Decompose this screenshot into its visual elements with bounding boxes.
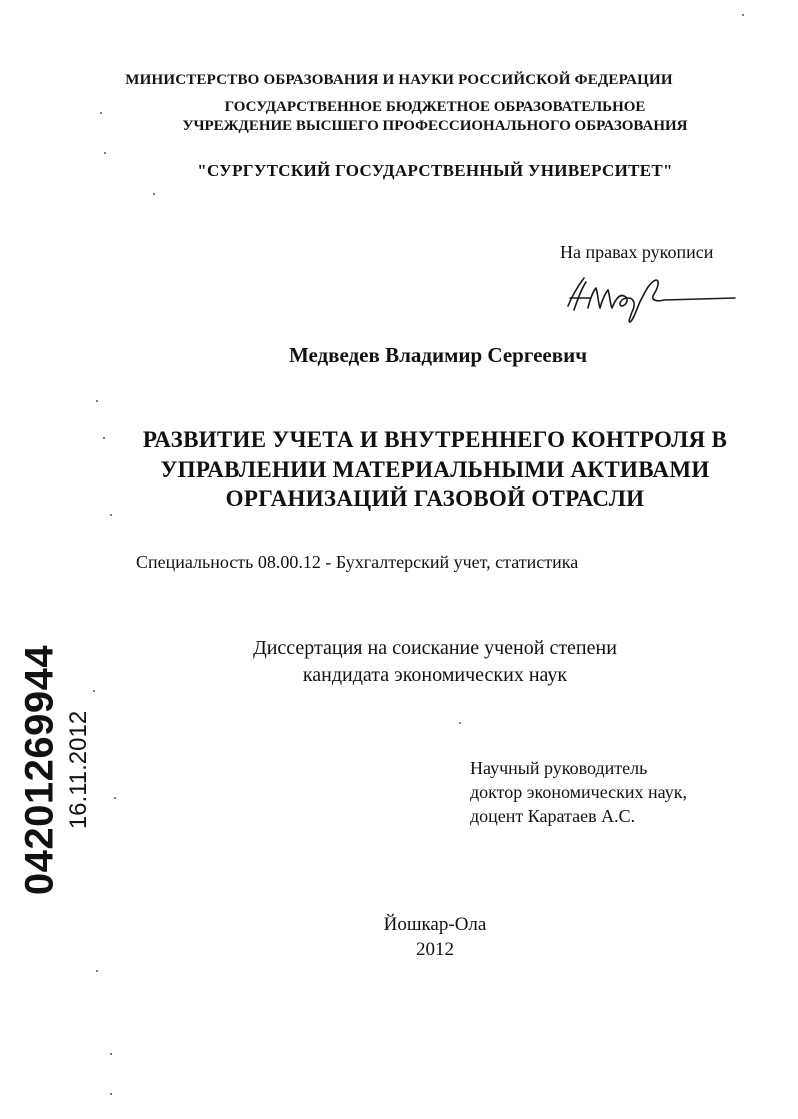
institution-line-1: ГОСУДАРСТВЕННОЕ БЮДЖЕТНОЕ ОБРАЗОВАТЕЛЬНОЕ bbox=[224, 99, 646, 115]
supervisor-line: Научный руководитель bbox=[470, 758, 648, 778]
author-name: Медведев Владимир Сергеевич bbox=[288, 343, 588, 367]
scan-speck bbox=[96, 970, 98, 972]
scan-speck bbox=[93, 690, 95, 692]
specialty: Специальность 08.00.12 - Бухгалтерский учет, статистика bbox=[136, 552, 579, 572]
dissertation-title-line: РАЗВИТИЕ УЧЕТА И ВНУТРЕННЕГО КОНТРОЛЯ В bbox=[142, 427, 728, 452]
scan-speck bbox=[742, 14, 744, 16]
supervisor-line: доцент Каратаев А.С. bbox=[470, 806, 636, 826]
scan-speck bbox=[459, 722, 461, 724]
scan-speck bbox=[110, 1093, 112, 1095]
scan-speck bbox=[104, 152, 106, 154]
scan-speck bbox=[153, 193, 155, 195]
scan-speck bbox=[110, 514, 112, 516]
scan-speck bbox=[96, 400, 98, 402]
scan-speck bbox=[110, 1053, 112, 1055]
degree-line: кандидата экономических наук bbox=[302, 664, 568, 686]
year: 2012 bbox=[416, 939, 454, 960]
university-name: "СУРГУТСКИЙ ГОСУДАРСТВЕННЫЙ УНИВЕРСИТЕТ" bbox=[197, 161, 673, 180]
dissertation-title-line: ОРГАНИЗАЦИЙ ГАЗОВОЙ ОТРАСЛИ bbox=[225, 486, 645, 511]
scan-speck bbox=[103, 437, 105, 439]
ministry-heading: МИНИСТЕРСТВО ОБРАЗОВАНИЯ И НАУКИ РОССИЙСКОЙ ФЕДЕРАЦИИ bbox=[125, 72, 673, 88]
library-stamp-number: 04201269944 bbox=[17, 644, 62, 896]
supervisor-line: доктор экономических наук, bbox=[470, 782, 687, 802]
institution-line-2: УЧРЕЖДЕНИЕ ВЫСШЕГО ПРОФЕССИОНАЛЬНОГО ОБРАЗОВАНИЯ bbox=[182, 118, 688, 134]
city: Йошкар-Ола bbox=[383, 914, 487, 935]
library-stamp-date: 16.11.2012 bbox=[65, 710, 92, 830]
degree-line: Диссертация на соискание ученой степени bbox=[253, 637, 617, 659]
scan-speck bbox=[114, 797, 116, 799]
scan-speck bbox=[100, 112, 102, 114]
handwritten-signature bbox=[560, 268, 740, 328]
rights-note: На правах рукописи bbox=[560, 242, 714, 262]
dissertation-title-line: УПРАВЛЕНИИ МАТЕРИАЛЬНЫМИ АКТИВАМИ bbox=[160, 457, 710, 482]
